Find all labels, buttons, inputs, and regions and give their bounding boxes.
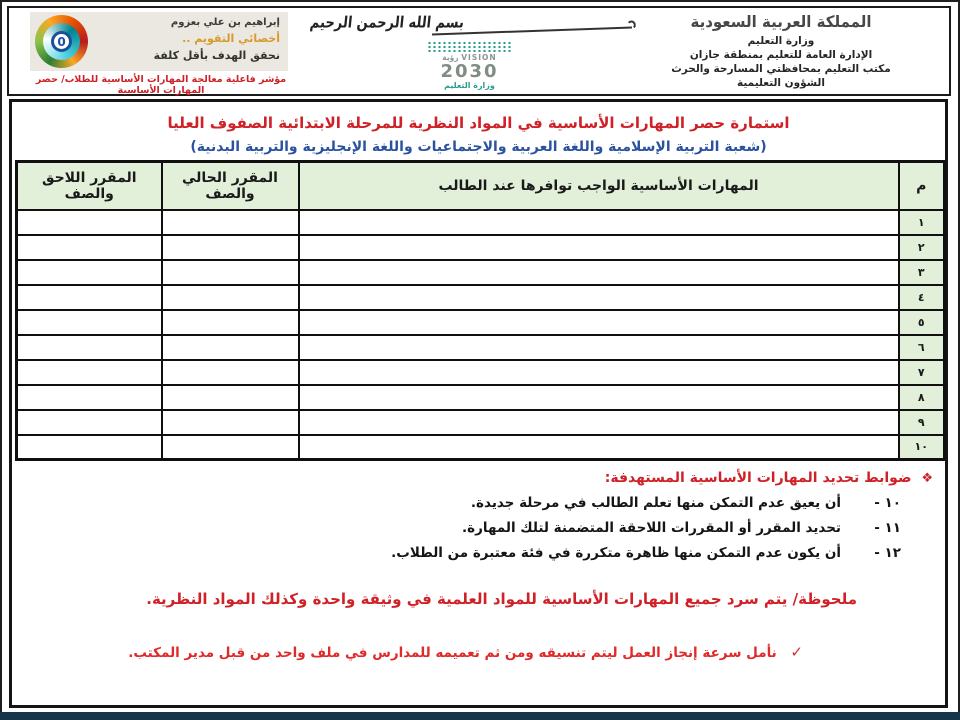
rules-heading: ❖ ضوابط تحديد المهارات الأساسية المستهدفة:: [604, 470, 933, 486]
current-course-cell[interactable]: [162, 360, 299, 385]
swirl-eye-icon: 0: [35, 15, 88, 68]
table-row: [17, 435, 945, 460]
ministry-line: الشؤون التعليمية: [737, 77, 825, 89]
skill-cell[interactable]: [299, 410, 899, 435]
logo-role: أخصائي التقويم ..: [182, 32, 280, 45]
rule-number: ١١ -: [874, 520, 901, 536]
table-row: [17, 310, 945, 335]
table-row: [17, 360, 945, 385]
current-course-cell[interactable]: [162, 410, 299, 435]
row-number-cell: ٩: [899, 410, 945, 435]
row-number-cell: ٤: [899, 285, 945, 310]
current-course-cell[interactable]: [162, 260, 299, 285]
rule-number: ١٠ -: [874, 495, 901, 511]
skill-cell[interactable]: [299, 385, 899, 410]
row-number-cell: ١٠: [899, 435, 945, 460]
next-course-cell[interactable]: [17, 235, 162, 260]
row-number-cell: ٥: [899, 310, 945, 335]
next-course-cell[interactable]: [17, 210, 162, 235]
page-bottom-edge: [0, 712, 960, 720]
next-course-cell[interactable]: [17, 385, 162, 410]
ministry-line: وزارة التعليم: [747, 35, 815, 47]
form-subtitle: (شعبة التربية الإسلامية واللغة العربية والاجتماعيات واللغة الإنجليزية والتربية البدنية): [190, 139, 767, 155]
rule-text: أن يكون عدم التمكن منها ظاهرة متكررة في فئة معتبرة من الطلاب.: [391, 545, 841, 561]
skill-cell[interactable]: [299, 435, 899, 460]
vision-2030-logo: رؤية VISION 2030 وزارة التعليم: [422, 41, 517, 91]
document-header: [7, 6, 951, 96]
rule-item: [391, 521, 901, 536]
table-row: [17, 260, 945, 285]
row-number-cell: ١: [899, 210, 945, 235]
ministry-block: [661, 13, 901, 90]
rule-text: أن يعيق عدم التمكن منها تعلم الطالب في مرحلة جديدة.: [470, 495, 841, 511]
current-course-cell[interactable]: [162, 335, 299, 360]
logo-owner-name: إبراهيم بن علي بعزوم: [170, 17, 280, 28]
current-course-cell[interactable]: [162, 235, 299, 260]
logo-slogan: نحقق الهدف بأقل كلفة: [153, 49, 280, 62]
kingdom-calligraphy: المملكة العربية السعودية: [690, 12, 872, 32]
form-title: استمارة حصر المهارات الأساسية في المواد النظرية للمرحلة الابتدائية الصفوف العليا: [167, 114, 790, 132]
bismillah-calligraphy: بسم الله الرحمن الرحيم: [304, 14, 654, 48]
rule-item: [391, 546, 901, 561]
next-course-cell[interactable]: [17, 410, 162, 435]
indicator-caption: مؤشر فاعلية معالجة المهارات الأساسية للطلاب/ حصر المهارات الأساسية: [35, 74, 287, 96]
note-line: ملحوظة/ يتم سرد جميع المهارات الأساسية للمواد العلمية في وثيقة واحدة وكذلك المواد النظرية.: [146, 590, 857, 608]
next-course-cell[interactable]: [17, 335, 162, 360]
table-header-row: [17, 162, 945, 210]
row-number-cell: ٧: [899, 360, 945, 385]
col-header-next-course: المقرر اللاحق والصف: [17, 162, 162, 210]
table-row: [17, 335, 945, 360]
col-header-skills: المهارات الأساسية الواجب توافرها عند الطالب: [299, 162, 899, 210]
skill-cell[interactable]: [299, 210, 899, 235]
ministry-line: مكتب التعليم بمحافظتي المسارحة والحرث: [671, 63, 891, 75]
skills-table: [15, 160, 946, 461]
closing-line: [128, 643, 803, 661]
table-row: [17, 385, 945, 410]
table-row: [17, 285, 945, 310]
table-row: [17, 210, 945, 235]
next-course-cell[interactable]: [17, 260, 162, 285]
row-number-cell: ٦: [899, 335, 945, 360]
current-course-cell[interactable]: [162, 210, 299, 235]
skills-table-body: [17, 210, 945, 460]
row-number-cell: ٣: [899, 260, 945, 285]
rule-item: [391, 496, 901, 511]
table-row: [17, 235, 945, 260]
rule-number: ١٢ -: [874, 545, 901, 561]
next-course-cell[interactable]: [17, 435, 162, 460]
row-number-cell: ٨: [899, 385, 945, 410]
skill-cell[interactable]: [299, 335, 899, 360]
next-course-cell[interactable]: [17, 360, 162, 385]
skill-cell[interactable]: [299, 235, 899, 260]
rule-text: تحديد المقرر أو المقررات اللاحقة المتضمنة لتلك المهارة.: [462, 520, 841, 536]
program-logo-text: [95, 15, 280, 64]
current-course-cell[interactable]: [162, 310, 299, 335]
rules-section: [391, 469, 933, 571]
skill-cell[interactable]: [299, 260, 899, 285]
ministry-line: الإدارة العامة للتعليم بمنطقة جازان: [689, 49, 873, 61]
current-course-cell[interactable]: [162, 385, 299, 410]
col-header-num: م: [899, 162, 945, 210]
skill-cell[interactable]: [299, 360, 899, 385]
closing-text: نأمل سرعة إنجاز العمل ليتم تنسيقه ومن ثم تعميمه للمدارس في ملف واحد من قبل مدير المكتب.: [128, 645, 777, 661]
form-body: [9, 99, 948, 708]
next-course-cell[interactable]: [17, 285, 162, 310]
next-course-cell[interactable]: [17, 310, 162, 335]
checkmark-icon: ✓: [790, 643, 803, 661]
vision-dots-pattern: [427, 41, 513, 52]
col-header-current-course: المقرر الحالي والصف: [162, 162, 299, 210]
skill-cell[interactable]: [299, 310, 899, 335]
current-course-cell[interactable]: [162, 285, 299, 310]
diamond-bullet-icon: ❖: [921, 471, 933, 486]
current-course-cell[interactable]: [162, 435, 299, 460]
program-logo: [30, 12, 288, 71]
skill-cell[interactable]: [299, 285, 899, 310]
table-row: [17, 410, 945, 435]
row-number-cell: ٢: [899, 235, 945, 260]
